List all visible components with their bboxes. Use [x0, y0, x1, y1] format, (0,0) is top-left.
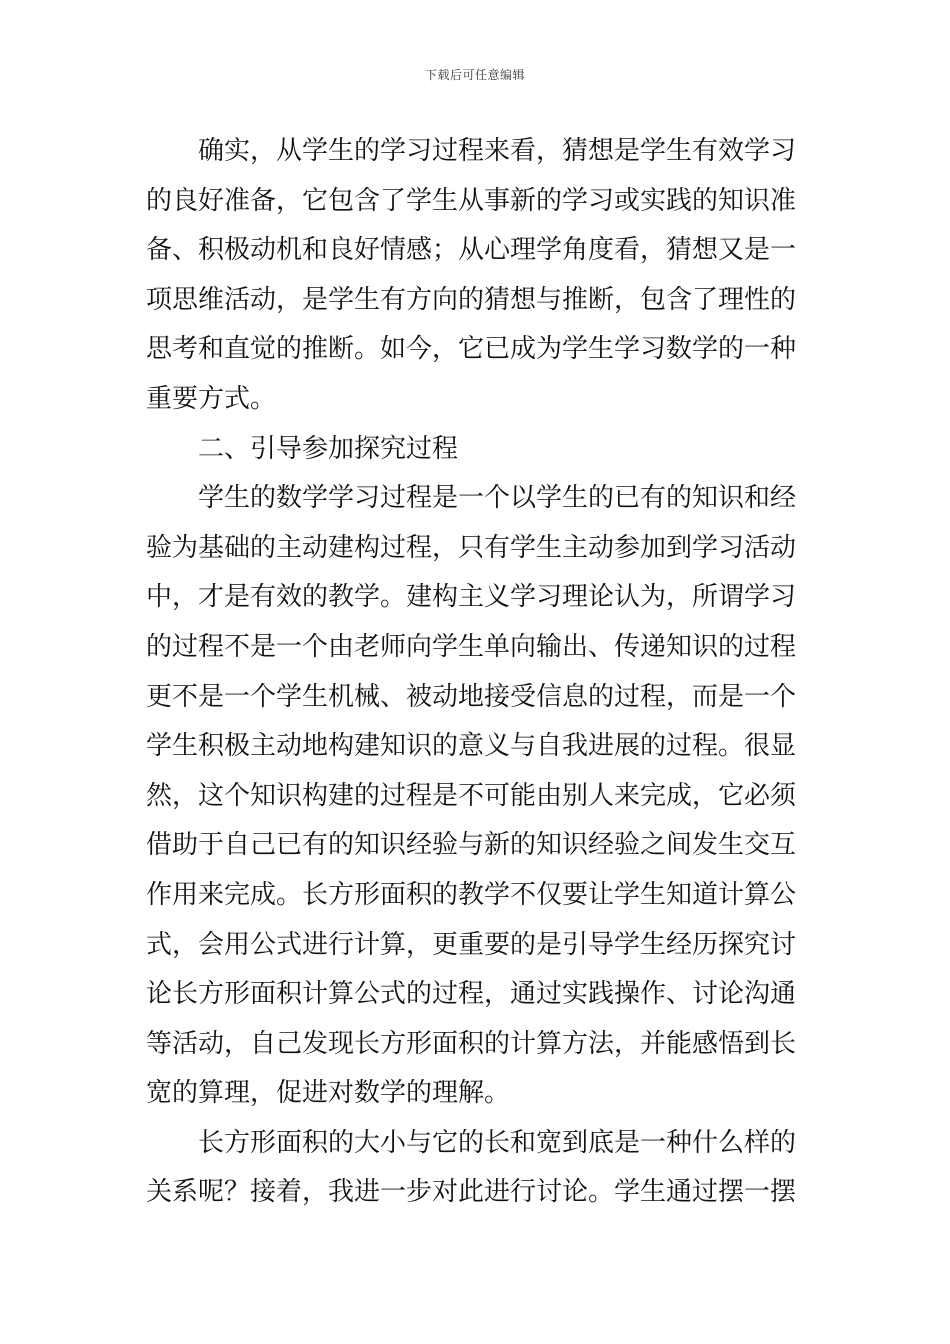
text-line: 学生积极主动地构建知识的意义与自我进展的过程。很显	[146, 731, 797, 762]
text-line: 重要方式。	[146, 383, 277, 414]
text-line: 验为基础的主动建构过程，只有学生主动参加到学习活动	[146, 532, 797, 563]
text-line: 关系呢？接着，我进一步对此进行讨论。学生通过摆一摆	[146, 1177, 797, 1208]
text-line: 确实，从学生的学习过程来看，猜想是学生有效学习	[198, 136, 797, 166]
text-line: 思考和直觉的推断。如今，它已成为学生学习数学的一种	[146, 334, 797, 365]
document-body	[146, 127, 810, 1218]
text-line: 更不是一个学生机械、被动地接受信息的过程，而是一个	[146, 681, 797, 712]
text-line: 式，会用公式进行计算，更重要的是引导学生经历探究讨	[146, 929, 797, 960]
text-line: 中，才是有效的教学。建构主义学习理论认为，所谓学习	[146, 582, 797, 613]
text-line: 长方形面积的大小与它的长和宽到底是一种什么样的	[198, 1127, 797, 1158]
text-line: 论长方形面积计算公式的过程，通过实践操作、讨论沟通	[146, 979, 797, 1010]
text-line: 学生的数学学习过程是一个以学生的已有的知识和经	[198, 483, 797, 514]
text-line: 作用来完成。长方形面积的教学不仅要让学生知道计算公	[146, 879, 797, 910]
text-line: 借助于自己已有的知识经验与新的知识经验之间发生交互	[146, 830, 797, 861]
text-line: 等活动，自己发现长方形面积的计算方法，并能感悟到长	[146, 1028, 797, 1059]
text-line: 的良好准备，它包含了学生从事新的学习或实践的知识准	[146, 185, 797, 216]
text-line: 的过程不是一个由老师向学生单向输出、传递知识的过程	[146, 631, 797, 662]
text-line: 然，这个知识构建的过程是不可能由别人来完成，它必须	[146, 780, 797, 811]
text-line: 项思维活动，是学生有方向的猜想与推断，包含了理性的	[146, 284, 797, 315]
header-note: 下载后可任意编辑	[424, 68, 525, 82]
text-line: 宽的算理，促进对数学的理解。	[146, 1078, 511, 1109]
text-line: 备、积极动机和良好情感；从心理学角度看，猜想又是一	[146, 235, 797, 266]
text-line: 二、引导参加探究过程	[198, 433, 459, 464]
